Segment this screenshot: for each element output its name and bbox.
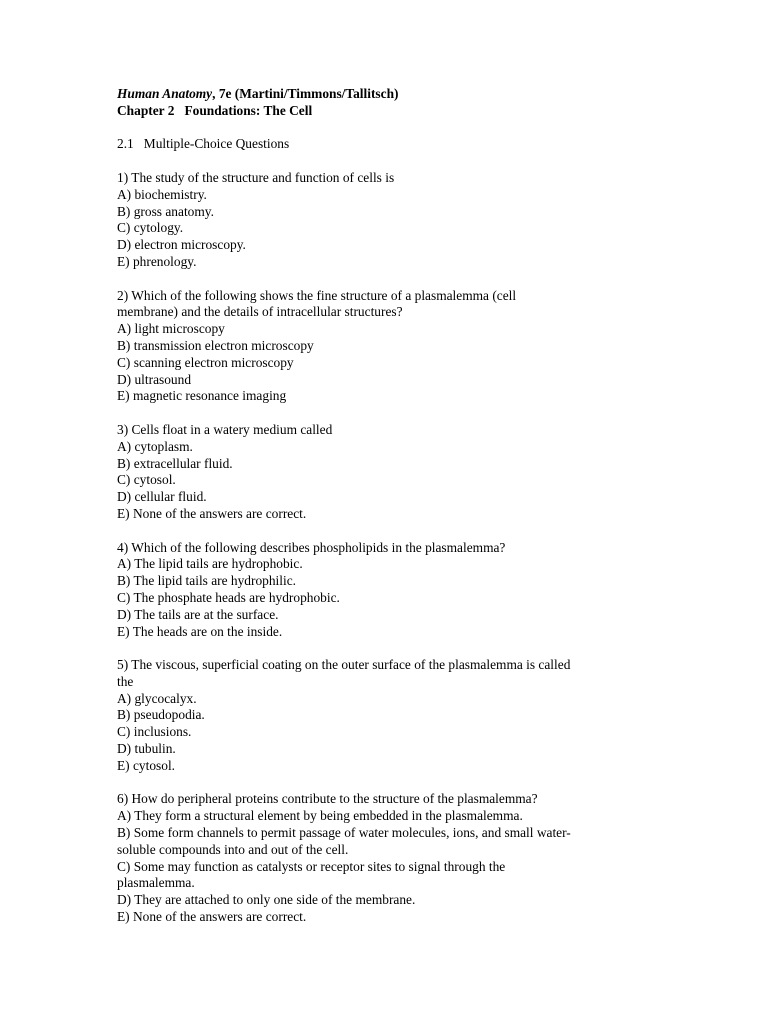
answer-option: E) magnetic resonance imaging — [117, 388, 287, 404]
answer-option: B) transmission electron microscopy — [117, 337, 314, 353]
question-stem: membrane) and the details of intracellular structures? — [117, 304, 403, 320]
answer-option: E) phrenology. — [117, 253, 197, 269]
question-list — [117, 170, 677, 926]
answer-option: E) The heads are on the inside. — [117, 623, 283, 639]
chapter-title: Chapter 2 Foundations: The Cell — [117, 102, 313, 118]
question-block — [117, 170, 677, 271]
answer-option: C) Some may function as catalysts or receptor sites to signal through the — [117, 858, 506, 874]
answer-option: A) light microscopy — [117, 321, 225, 337]
answer-option: soluble compounds into and out of the cell. — [117, 841, 349, 857]
question-stem: 5) The viscous, superficial coating on the outer surface of the plasmalemma is called — [117, 657, 571, 673]
edition-authors: , 7e (Martini/Timmons/Tallitsch) — [212, 86, 399, 101]
answer-option: C) The phosphate heads are hydrophobic. — [117, 589, 340, 605]
answer-option: E) cytosol. — [117, 757, 176, 773]
question-stem: 1) The study of the structure and function of cells is — [117, 169, 395, 185]
answer-option: A) glycocalyx. — [117, 690, 197, 706]
answer-option: D) The tails are at the surface. — [117, 606, 279, 622]
answer-option: D) tubulin. — [117, 741, 176, 757]
question-block — [117, 422, 677, 523]
answer-option: C) cytology. — [117, 220, 184, 236]
question-stem: 3) Cells float in a watery medium called — [117, 421, 333, 437]
question-block — [117, 288, 677, 406]
answer-option: C) cytosol. — [117, 472, 176, 488]
answer-option: A) The lipid tails are hydrophobic. — [117, 556, 303, 572]
question-block — [117, 657, 677, 775]
answer-option: E) None of the answers are correct. — [117, 505, 307, 521]
answer-option: D) They are attached to only one side of the membrane. — [117, 892, 416, 908]
question-stem: 6) How do peripheral proteins contribute to the structure of the plasmalemma? — [117, 791, 538, 807]
answer-option: E) None of the answers are correct. — [117, 909, 307, 925]
answer-option: A) They form a structural element by being embedded in the plasmalemma. — [117, 808, 523, 824]
answer-option: B) Some form channels to permit passage of water molecules, ions, and small water- — [117, 825, 571, 841]
question-stem: 2) Which of the following shows the fine structure of a plasmalemma (cell — [117, 287, 517, 303]
answer-option: B) The lipid tails are hydrophilic. — [117, 573, 297, 589]
answer-option: D) cellular fluid. — [117, 489, 207, 505]
answer-option: B) gross anatomy. — [117, 203, 214, 219]
answer-option: D) electron microscopy. — [117, 237, 246, 253]
answer-option: C) inclusions. — [117, 724, 192, 740]
answer-option: D) ultrasound — [117, 371, 192, 387]
answer-option: B) pseudopodia. — [117, 707, 205, 723]
answer-option: C) scanning electron microscopy — [117, 354, 294, 370]
question-block — [117, 540, 677, 641]
book-title-line — [117, 86, 677, 103]
question-stem: 4) Which of the following describes phospholipids in the plasmalemma? — [117, 539, 506, 555]
document-page — [117, 86, 677, 926]
answer-option: B) extracellular fluid. — [117, 455, 233, 471]
book-title: Human Anatomy — [117, 86, 213, 101]
question-stem: the — [117, 673, 134, 689]
answer-option: plasmalemma. — [117, 875, 195, 891]
section-heading: 2.1 Multiple-Choice Questions — [117, 136, 290, 152]
answer-option: A) biochemistry. — [117, 186, 207, 202]
answer-option: A) cytoplasm. — [117, 438, 193, 454]
question-block — [117, 791, 677, 925]
